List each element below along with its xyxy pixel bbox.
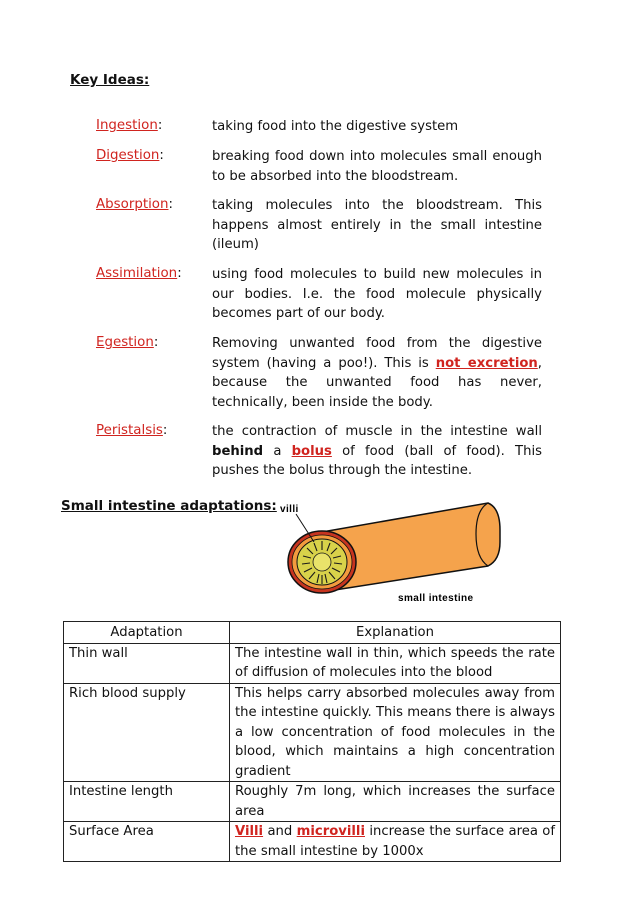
def-digestion: breaking food down into molecules small enough to be absorbed into the bloodstream. <box>212 149 542 184</box>
term-assimilation: Assimilation <box>96 266 178 281</box>
behind-emphasis: behind <box>212 443 264 459</box>
definition-peristalsis: Peristalsis: the contraction of muscle in the intestine wall behind a bolus of food (ball of food). This pushes the bolus through the intestine. <box>96 423 546 438</box>
table-row <box>64 683 561 782</box>
microvilli-emphasis: microvilli <box>296 824 365 839</box>
explanation-cell: Villi and microvilli increase the surface area of the small intestine by 1000x <box>230 822 561 862</box>
header-explanation: Explanation <box>230 622 561 644</box>
explanation-cell: Roughly 7m long, which increases the surface area <box>230 782 561 822</box>
bolus-emphasis: bolus <box>291 443 332 459</box>
small-intestine-label: small intestine <box>398 593 474 604</box>
definition-egestion: Egestion: Removing unwanted food from the digestive system (having a poo!). This is not excretion, because the unwanted food has never, technically, been inside the body. <box>96 335 546 350</box>
adaptation-cell: Thin wall <box>64 643 230 683</box>
definition-absorption: Absorption: taking molecules into the bloodstream. This happens almost entirely in the small intestine (ileum) <box>96 197 546 212</box>
table-header-row <box>64 622 561 644</box>
table-row <box>64 782 561 822</box>
adaptation-cell: Surface Area <box>64 822 230 862</box>
adaptations-heading: Small intestine adaptations: <box>61 498 277 514</box>
explanation-cell: The intestine wall in thin, which speeds the rate of diffusion of molecules into the blood <box>230 643 561 683</box>
term-peristalsis: Peristalsis <box>96 423 163 438</box>
term-egestion: Egestion <box>96 335 154 350</box>
villi-emphasis: Villi <box>235 824 264 839</box>
header-adaptation: Adaptation <box>64 622 230 644</box>
definition-digestion: Digestion: breaking food down into molecules small enough to be absorbed into the bloodstream. <box>96 148 546 163</box>
def-assimilation: using food molecules to build new molecules in our bodies. I.e. the food molecule physically becomes part of our body. <box>212 267 542 321</box>
small-intestine-illustration <box>276 500 506 608</box>
term-digestion: Digestion <box>96 148 160 163</box>
def-absorption: taking molecules into the bloodstream. This happens almost entirely in the small intestine (ileum) <box>212 198 542 252</box>
def-ingestion: taking food into the digestive system <box>212 119 459 134</box>
adaptation-cell: Intestine length <box>64 782 230 822</box>
definition-assimilation: Assimilation: using food molecules to build new molecules in our bodies. I.e. the food molecule physically becomes part of our body. <box>96 266 546 281</box>
villi-label: villi <box>280 504 299 515</box>
adaptation-cell: Rich blood supply <box>64 683 230 782</box>
adaptations-table <box>63 621 561 862</box>
not-excretion-emphasis: not excretion <box>435 355 538 371</box>
def-peristalsis: the contraction of muscle in the intestine wall behind a bolus of food (ball of food). This pushes the bolus through the intestine. <box>212 424 542 478</box>
def-egestion: Removing unwanted food from the digestive system (having a poo!). This is not excretion, because the unwanted food has never, technically, been inside the body. <box>212 336 542 410</box>
term-ingestion: Ingestion <box>96 118 158 133</box>
term-absorption: Absorption <box>96 197 169 212</box>
definition-ingestion: Ingestion: taking food into the digestive system <box>96 118 546 133</box>
key-ideas-heading: Key Ideas: <box>70 72 150 88</box>
table-row <box>64 643 561 683</box>
explanation-cell: This helps carry absorbed molecules away from the intestine quickly. This means there is always a low concentration of food molecules in the blood, which maintains a high concentration gradient <box>230 683 561 782</box>
table-row <box>64 822 561 862</box>
